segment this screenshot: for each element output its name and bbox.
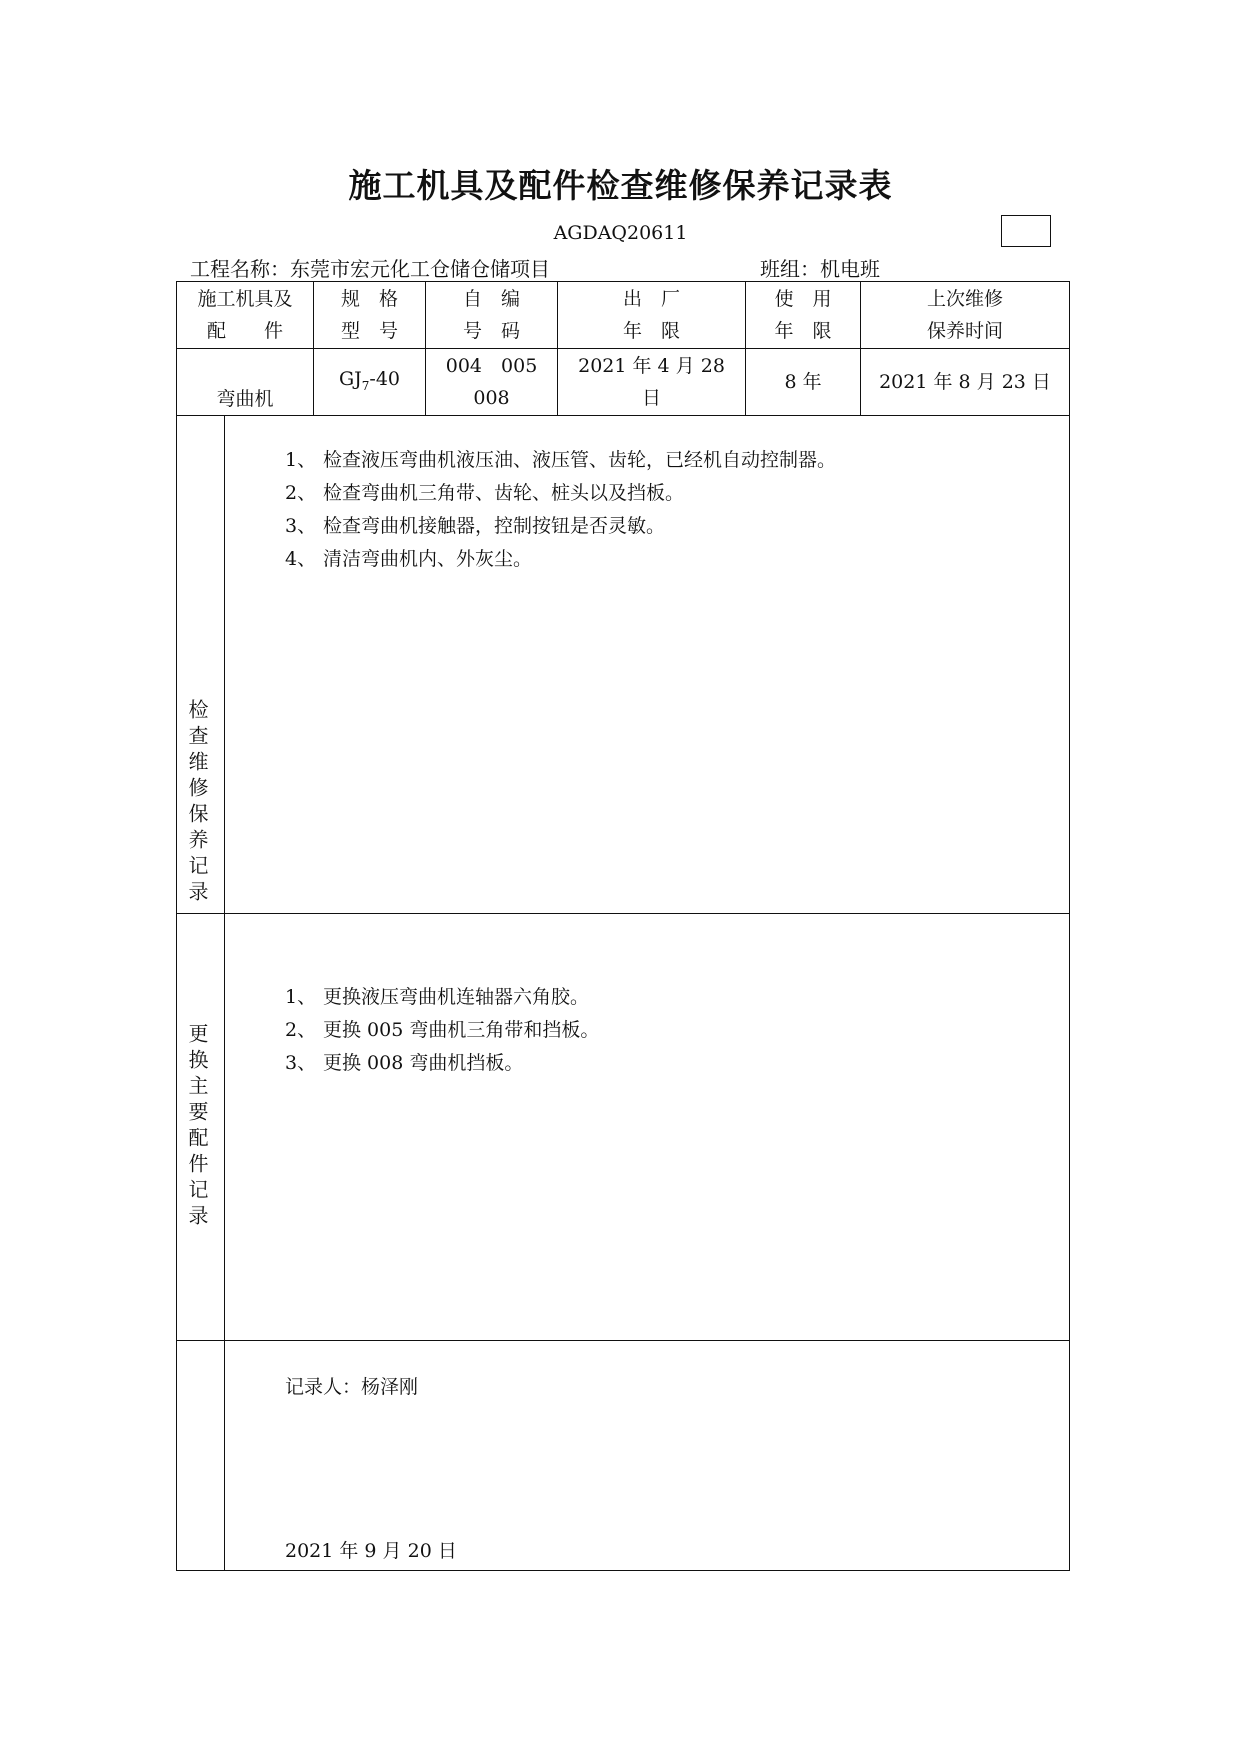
service-years-cell — [746, 349, 861, 416]
model-cell — [314, 349, 426, 416]
header-model-line2: 型 号 — [341, 320, 399, 342]
recorder-label: 记录人： — [285, 1376, 362, 1398]
inspection-item-text: 检查弯曲机三角带、齿轮、桩头以及挡板。 — [323, 482, 685, 504]
team-label: 班组： — [760, 257, 820, 281]
inspection-label: 检查维修保养记录 — [185, 699, 209, 907]
header-serial — [426, 282, 558, 349]
header-manufacture-line2: 年 限 — [623, 320, 681, 342]
inspection-content — [225, 416, 1070, 914]
header-serial-line1: 自 编 — [463, 288, 521, 310]
model-main: GJ — [338, 367, 362, 390]
project-name: 东莞市宏元化工仓储仓储项目 — [290, 257, 550, 281]
inspection-item-text: 清洁弯曲机内、外灰尘。 — [323, 548, 533, 570]
inspection-item-text: 检查弯曲机接触器，控制按钮是否灵敏。 — [323, 515, 666, 537]
replacement-item-text: 更换 008 弯曲机挡板。 — [323, 1052, 524, 1074]
replacement-label-cell — [177, 914, 225, 1341]
recorder-name: 杨泽刚 — [361, 1376, 419, 1398]
replacement-label: 更换主要配件记录 — [185, 1023, 209, 1231]
document-code: AGDAQ20611 — [553, 222, 688, 244]
replacement-item-number: 3、 — [285, 1052, 317, 1074]
header-last-maintenance — [861, 282, 1070, 349]
serial-cell — [426, 349, 558, 416]
inspection-section — [177, 416, 1070, 914]
inspection-item-number: 4、 — [285, 548, 317, 570]
replacement-item-number: 1、 — [285, 986, 317, 1008]
manufacture-line2: 日 — [642, 387, 662, 409]
inspection-item — [285, 477, 1069, 510]
header-model-line1: 规 格 — [341, 288, 399, 310]
manufacture-cell — [558, 349, 746, 416]
project-line — [190, 253, 550, 282]
inspection-item — [285, 510, 1069, 543]
header-machine — [177, 282, 314, 349]
replacement-item — [285, 1014, 1069, 1047]
replacement-item — [285, 981, 1069, 1014]
project-label: 工程名称： — [190, 257, 290, 281]
replacement-item — [285, 1047, 1069, 1080]
recorder-line — [285, 1371, 418, 1404]
signoff-content — [225, 1341, 1070, 1571]
header-row — [177, 282, 1070, 349]
manufacture-line1: 2021 年 4 月 28 — [578, 355, 725, 377]
signoff-section — [177, 1341, 1070, 1571]
inspection-item-number: 2、 — [285, 482, 317, 504]
inspection-list — [285, 444, 1069, 576]
last-maintenance-cell — [861, 349, 1070, 416]
inspection-item-number: 1、 — [285, 449, 317, 471]
machine-cell — [177, 349, 314, 416]
model-subscript: 7 — [361, 378, 370, 393]
inspection-item — [285, 444, 1069, 477]
header-last-maintenance-line2: 保养时间 — [927, 320, 1004, 342]
team-line — [760, 253, 880, 282]
inspection-label-cell — [177, 416, 225, 914]
machine-name: 弯曲机 — [216, 388, 274, 410]
service-years: 8 年 — [784, 371, 822, 393]
last-maintenance: 2021 年 8 月 23 日 — [879, 371, 1051, 393]
signoff-wrap — [225, 1341, 1069, 1570]
header-machine-line1: 施工机具及 — [197, 288, 293, 310]
replacement-item-text: 更换 005 弯曲机三角带和挡板。 — [323, 1019, 600, 1041]
header-last-maintenance-line1: 上次维修 — [927, 288, 1004, 310]
inspection-item-number: 3、 — [285, 515, 317, 537]
replacement-item-text: 更换液压弯曲机连轴器六角胶。 — [323, 986, 590, 1008]
data-row — [177, 349, 1070, 416]
header-service-years-line1: 使 用 — [774, 288, 832, 310]
header-manufacture — [558, 282, 746, 349]
header-serial-line2: 号 码 — [463, 320, 521, 342]
header-model — [314, 282, 426, 349]
inspection-item-text: 检查液压弯曲机液压油、液压管、齿轮，已经机自动控制器。 — [323, 449, 837, 471]
replacement-section — [177, 914, 1070, 1341]
replacement-item-number: 2、 — [285, 1019, 317, 1041]
code-box — [1001, 215, 1051, 247]
maintenance-record-table — [176, 281, 1070, 1571]
team-name: 机电班 — [820, 257, 880, 281]
model-tail: -40 — [369, 367, 401, 390]
replacement-content — [225, 914, 1070, 1341]
signoff-date: 2021 年 9 月 20 日 — [285, 1540, 457, 1562]
signoff-label-cell — [177, 1341, 225, 1571]
header-service-years-line2: 年 限 — [774, 320, 832, 342]
serial-line1: 004 005 — [445, 355, 538, 377]
serial-line2: 008 — [473, 387, 510, 409]
header-service-years — [746, 282, 861, 349]
form-title: 施工机具及配件检查维修保养记录表 — [348, 166, 893, 205]
replacement-list — [285, 981, 1069, 1080]
header-machine-line2: 配 件 — [207, 320, 284, 342]
header-manufacture-line1: 出 厂 — [623, 288, 681, 310]
inspection-item — [285, 543, 1069, 576]
